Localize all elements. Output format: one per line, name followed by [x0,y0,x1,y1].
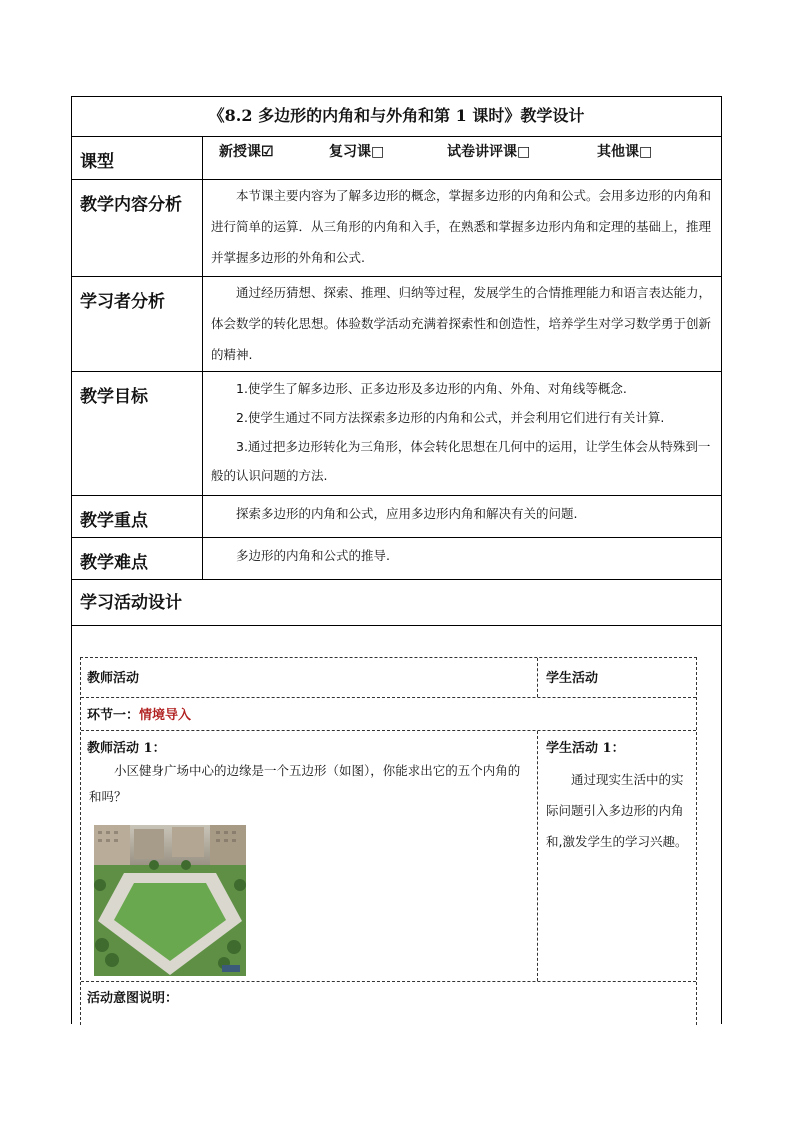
student-activity-header: 学生活动 [546,671,599,686]
activity-design-label: 学习活动设计 [80,593,182,613]
content-analysis-label: 教学内容分析 [72,180,203,276]
learner-analysis-text: 通过经历猜想、探索、推理、归纳等过程，发展学生的合情推理能力和语言表达能力，体会数学的转化思想。体验数学活动充满着探索性和创造性，培养学生对学习数学勇于创新的精神. [211,285,712,362]
course-type-row [72,137,721,180]
key-points-row [72,496,721,538]
learner-analysis-label: 学习者分析 [72,277,203,371]
option-new: 新授课☑ [219,144,274,160]
objectives-label: 教学目标 [72,372,203,495]
pentagon-plaza-image [94,825,246,976]
activity-table [80,657,697,1025]
objective-item: 3.通过把多边形转化为三角形，体会转化思想在几何中的运用，让学生体会从特殊到一般的认识问题的方法. [211,439,711,483]
activity-intent-label: 活动意图说明： [87,991,179,1006]
teacher-activity-cell [81,731,538,981]
option-exam-review: 试卷讲评课□ [447,144,531,160]
content-analysis-text: 本节课主要内容为了解多边形的概念，掌握多边形的内角和公式。会用多边形的内角和进行简单的运算．从三角形的内角和入手，在熟悉和掌握多边形内角和定理的基础上，推理并掌握多边形的外角和公式. [211,188,712,265]
objective-item: 2.使学生通过不同方法探索多边形的内角和公式，并会利用它们进行有关计算. [236,410,665,425]
objectives-row [72,372,721,496]
stage-name: 情境导入 [139,708,192,723]
page-title: 《8.2 多边形的内角和与外角和第 1 课时》教学设计 [208,106,585,125]
course-type-options [203,137,721,179]
lesson-plan-table [71,96,722,1024]
objective-item: 1.使学生了解多边形、正多边形及多边形的内角、外角、对角线等概念. [236,381,627,396]
teacher-activity-title: 教师活动 1： [87,741,166,756]
option-other: 其他课□ [597,144,653,160]
stage-row [81,697,696,731]
teacher-activity-header: 教师活动 [81,658,538,697]
stage-prefix: 环节一： [87,708,140,723]
pentagon-plaza-illustration [94,825,246,976]
difficulties-text: 多边形的内角和公式的推导. [236,548,390,563]
course-type-label: 课型 [72,137,203,179]
key-points-text: 探索多边形的内角和公式，应用多边形内角和解决有关的问题. [236,506,578,521]
student-activity-title: 学生活动 1： [546,741,625,756]
content-analysis-row [72,180,721,277]
option-review: 复习课□ [329,144,385,160]
difficulties-row [72,538,721,580]
title-row [72,97,721,137]
student-activity-text: 通过现实生活中的实际问题引入多边形的内角和,激发学生的学习兴趣。 [546,772,688,849]
activity-design-row [72,580,721,626]
key-points-label: 教学重点 [72,496,203,537]
student-activity-cell [538,731,696,981]
difficulties-label: 教学难点 [72,538,203,579]
teacher-activity-text: 小区健身广场中心的边缘是一个五边形（如图），你能求出它的五个内角的和吗？ [89,763,521,804]
learner-analysis-row [72,277,721,372]
